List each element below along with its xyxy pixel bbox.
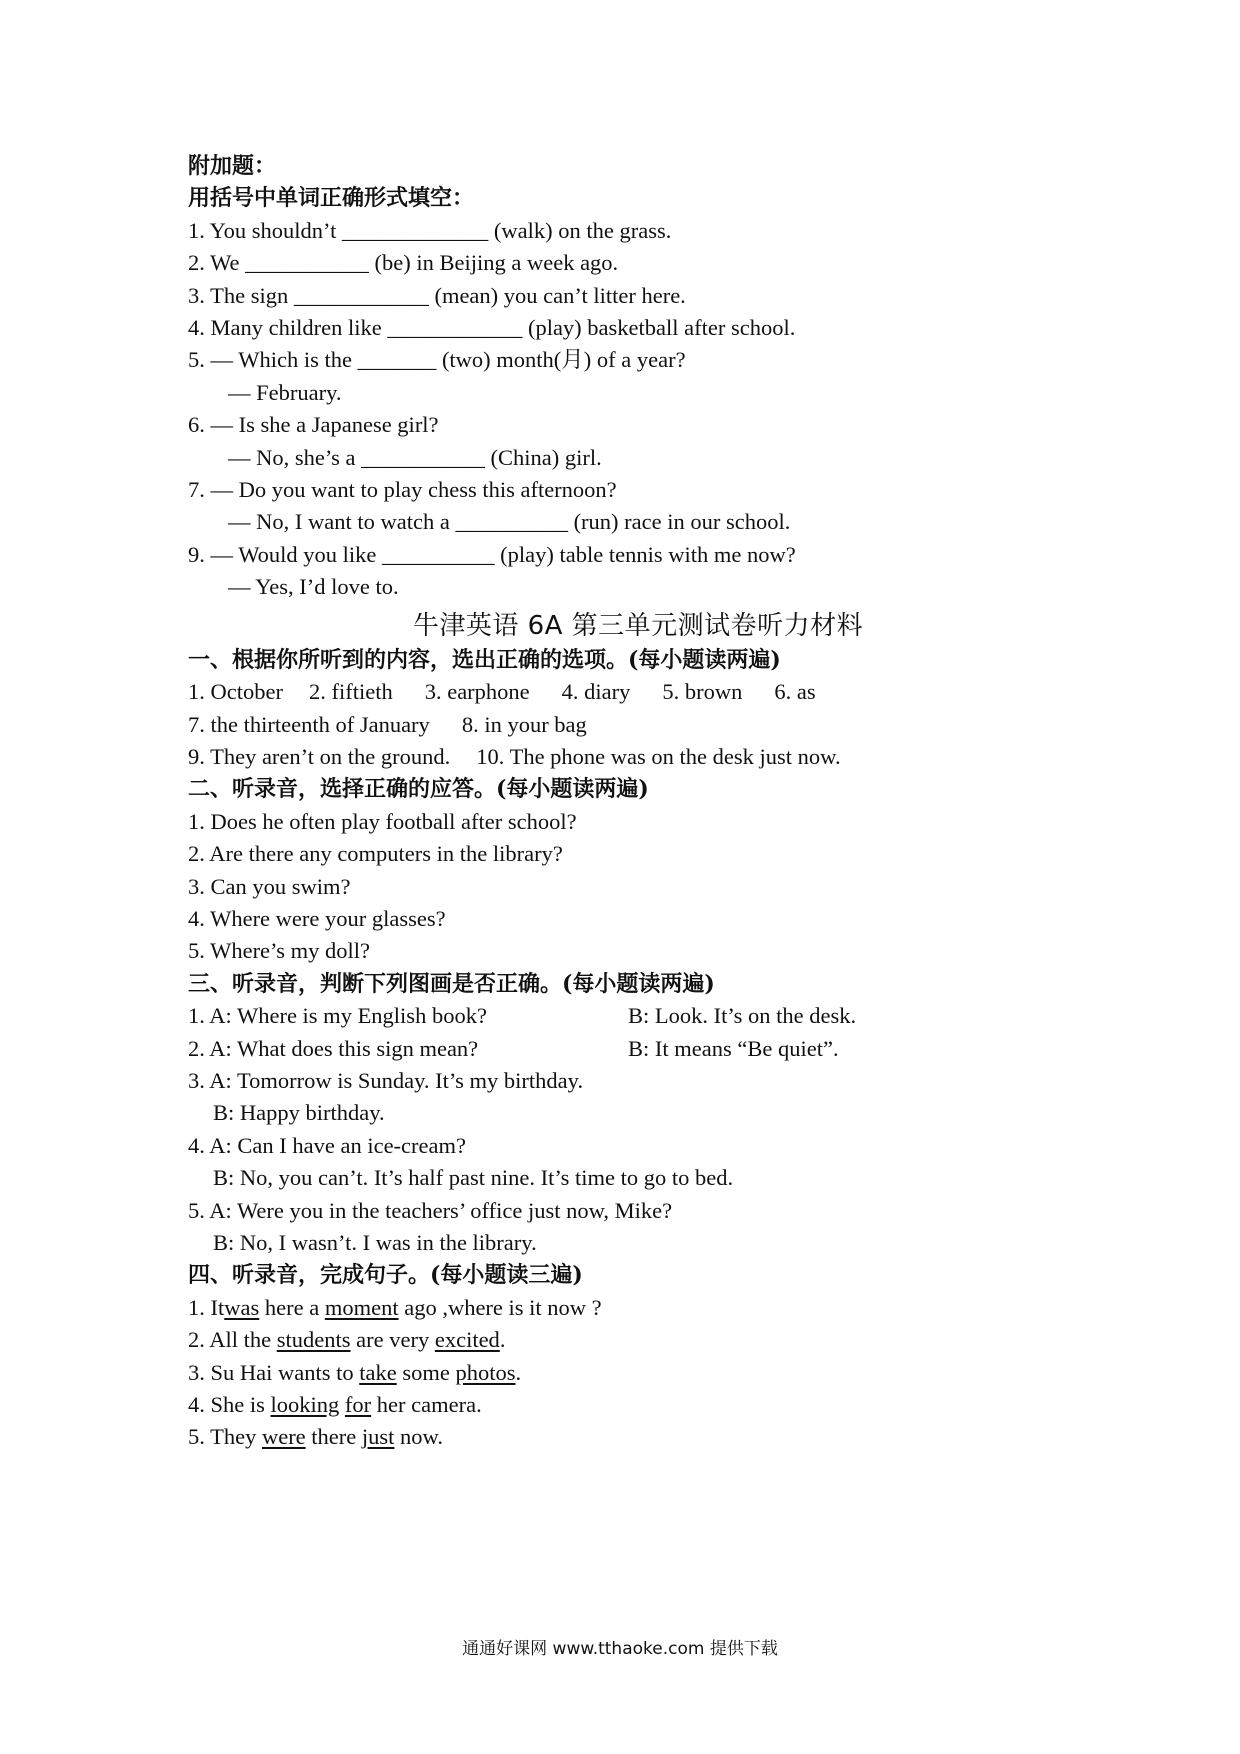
dialog-b: B: It means “Be quiet”. bbox=[628, 1035, 839, 1061]
option: 4. diary bbox=[561, 679, 631, 705]
option: 9. They aren’t on the ground. bbox=[188, 743, 451, 769]
section3-dialog-3-a: 3. A: Tomorrow is Sunday. It’s my birthday. bbox=[188, 1067, 584, 1093]
section3-dialog-5-b: B: No, I wasn’t. I was in the library. bbox=[213, 1230, 537, 1255]
option: 3. earphone bbox=[424, 679, 530, 705]
section3-dialog-4-a: 4. A: Can I have an ice-cream? bbox=[188, 1132, 466, 1158]
section2-item: 3. Can you swim? bbox=[188, 873, 351, 899]
text: 5. They bbox=[188, 1424, 262, 1450]
section3-dialog-5-a: 5. A: Were you in the teachers’ office just now, Mike? bbox=[188, 1197, 673, 1223]
extra-item-2: 2. We ___________ (be) in Beijing a week ago. bbox=[188, 250, 619, 276]
answer-underlined: excited bbox=[434, 1327, 500, 1353]
section3-pair-1 bbox=[188, 1000, 1088, 1032]
answer-underlined: moment bbox=[324, 1294, 399, 1320]
option: 2. fiftieth bbox=[308, 679, 393, 705]
text: are very bbox=[350, 1327, 435, 1353]
answer-underlined: just bbox=[361, 1424, 395, 1450]
section1-row1 bbox=[188, 676, 1088, 708]
section3-heading: 三、听录音，判断下列图画是否正确。(每小题读两遍) bbox=[188, 970, 715, 997]
option: 7. the thirteenth of January bbox=[188, 711, 430, 737]
section2-item: 5. Where’s my doll? bbox=[188, 938, 371, 964]
section4-sentence-3 bbox=[188, 1357, 1088, 1389]
section2-heading: 二、听录音，选择正确的应答。(每小题读两遍) bbox=[188, 776, 649, 803]
page-title: 牛津英语 6A 第三单元测试卷听力材料 bbox=[412, 610, 864, 641]
section2-item: 1. Does he often play football after school? bbox=[188, 808, 577, 834]
extra-instruction: 用括号中单词正确形式填空： bbox=[188, 185, 475, 212]
text: here a bbox=[259, 1294, 325, 1320]
text: there bbox=[305, 1424, 362, 1450]
footer-credit: 通通好课网 www.tthaoke.com 提供下载 bbox=[462, 1639, 778, 1659]
extra-item-6-answer: — No, she’s a ___________ (China) girl. bbox=[228, 444, 602, 470]
section4-sentence-2 bbox=[188, 1324, 1088, 1356]
section3-dialog-4-b: B: No, you can’t. It’s half past nine. It’s time to go to bed. bbox=[213, 1165, 734, 1191]
section1-heading: 一、根据你所听到的内容，选出正确的选项。(每小题读两遍) bbox=[188, 646, 781, 673]
text: some bbox=[396, 1359, 456, 1385]
dialog-a: 2. A: What does this sign mean? bbox=[188, 1035, 479, 1061]
extra-item-3: 3. The sign ____________ (mean) you can’t litter here. bbox=[188, 282, 686, 308]
section1-row2 bbox=[188, 709, 1088, 741]
extra-item-6-question: 6. — Is she a Japanese girl? bbox=[188, 412, 439, 438]
section4-sentence-5 bbox=[188, 1421, 1088, 1453]
answer-underlined: for bbox=[344, 1392, 372, 1418]
text: ago ,where is it now ? bbox=[398, 1294, 602, 1320]
text: . bbox=[499, 1327, 506, 1353]
worksheet-page bbox=[188, 150, 1088, 1454]
answer-underlined: take bbox=[359, 1359, 397, 1385]
extra-item-5-answer: — February. bbox=[228, 379, 342, 405]
extra-item-1: 1. You shouldn’t _____________ (walk) on the grass. bbox=[188, 217, 672, 243]
section2-item: 2. Are there any computers in the library? bbox=[188, 841, 563, 867]
answer-underlined: students bbox=[276, 1327, 351, 1353]
option: 6. as bbox=[774, 679, 816, 705]
option: 5. brown bbox=[662, 679, 743, 705]
text: 2. All the bbox=[188, 1327, 277, 1353]
dialog-b: B: Look. It’s on the desk. bbox=[628, 1003, 857, 1029]
answer-underlined: were bbox=[261, 1424, 306, 1450]
section1-row3 bbox=[188, 741, 1088, 773]
extra-item-9-question: 9. — Would you like __________ (play) table tennis with me now? bbox=[188, 541, 796, 567]
section4-heading: 四、听录音，完成句子。(每小题读三遍) bbox=[188, 1262, 583, 1289]
text: 3. Su Hai wants to bbox=[188, 1359, 360, 1385]
answer-underlined: was bbox=[224, 1294, 260, 1320]
text: her camera. bbox=[371, 1392, 482, 1418]
answer-underlined: photos bbox=[455, 1359, 516, 1385]
extra-heading: 附加题： bbox=[188, 153, 277, 179]
option: 1. October bbox=[188, 679, 283, 705]
section4-sentence-4 bbox=[188, 1389, 1088, 1421]
extra-item-4: 4. Many children like ____________ (play) basketball after school. bbox=[188, 315, 796, 341]
option: 10. The phone was on the desk just now. bbox=[476, 743, 841, 769]
extra-item-7-answer: — No, I want to watch a __________ (run) race in our school. bbox=[228, 509, 791, 535]
section4-sentence-1 bbox=[188, 1292, 1088, 1324]
text: . bbox=[515, 1359, 522, 1385]
extra-item-9-answer: — Yes, I’d love to. bbox=[228, 574, 399, 600]
section3-pair-2 bbox=[188, 1033, 1088, 1065]
extra-item-5-question: 5. — Which is the _______ (two) month(月) of a year? bbox=[188, 347, 686, 373]
section3-dialog-3-b: B: Happy birthday. bbox=[213, 1100, 385, 1126]
answer-underlined: looking bbox=[270, 1392, 340, 1418]
dialog-a: 1. A: Where is my English book? bbox=[188, 1003, 487, 1029]
text: now. bbox=[394, 1424, 443, 1450]
option: 8. in your bag bbox=[461, 711, 587, 737]
extra-item-7-question: 7. — Do you want to play chess this afternoon? bbox=[188, 477, 617, 503]
text: 4. She is bbox=[188, 1392, 271, 1418]
text: 1. It bbox=[188, 1294, 225, 1320]
section2-item: 4. Where were your glasses? bbox=[188, 905, 446, 931]
